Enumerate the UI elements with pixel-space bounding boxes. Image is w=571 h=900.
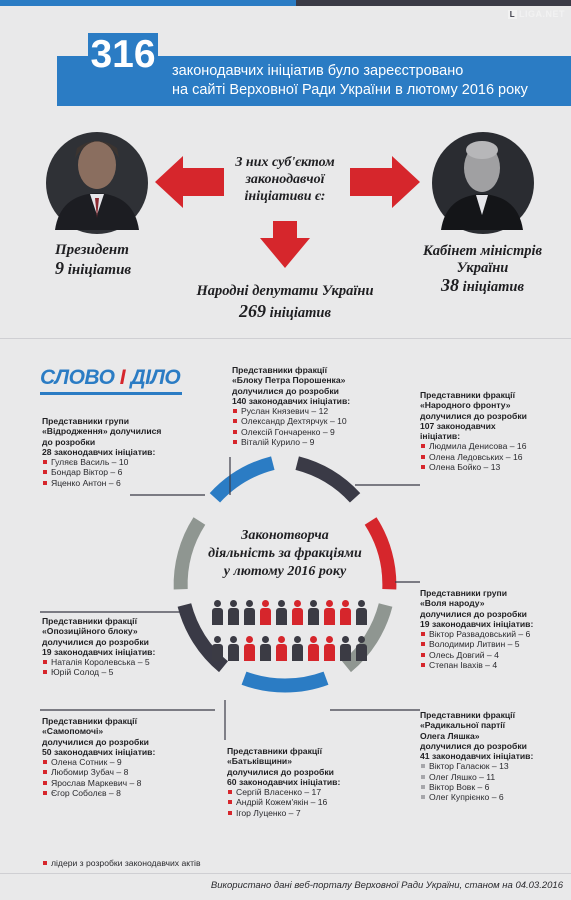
- ring-title-3: у лютому 2016 року: [223, 564, 347, 579]
- person-icon: [276, 636, 287, 661]
- faction-bpp: [232, 365, 382, 447]
- faction-member: Наталія Королевська – 5: [42, 657, 192, 667]
- faction-member: Віктор Вовк – 6: [420, 782, 565, 792]
- faction-member: Юрій Солод – 5: [42, 667, 192, 677]
- faction-member: Бондар Віктор – 6: [42, 467, 192, 477]
- faction-head: Представники фракції: [232, 365, 327, 375]
- faction-head: долучилися до розробки: [420, 410, 527, 421]
- faction-head: долучилися до розробки: [420, 608, 527, 619]
- faction-member: Володимир Литвин – 5: [420, 639, 565, 649]
- logo-word-1: СЛОВО: [40, 366, 115, 389]
- intro-line-3: ініціативи є:: [244, 189, 326, 204]
- faction-head: Представники фракції: [420, 390, 515, 400]
- person-icon: [340, 600, 351, 625]
- faction-head: «Опозиційного блоку»: [42, 626, 138, 637]
- faction-head: «Батьківщини»: [227, 756, 292, 767]
- faction-member: Ігор Луценко – 7: [227, 808, 377, 818]
- intro-line-1: З них суб'єктом: [235, 155, 335, 170]
- header-line-2: на сайті Верховної Ради України в лютому 2016 року: [172, 82, 528, 98]
- cabinet-title-2: України: [456, 260, 509, 276]
- person-icon: [308, 636, 319, 661]
- faction-vidrodzhennya: [42, 416, 192, 488]
- ring-segment-bpp: [215, 463, 273, 498]
- brand-logo: L LIGA.NET: [509, 9, 565, 19]
- person-icon: [260, 600, 271, 625]
- faction-head: долучилися до розробки: [232, 385, 339, 396]
- faction-member: Ярослав Маркевич – 8: [42, 778, 192, 788]
- faction-head: долучилися до розробки: [42, 736, 149, 747]
- faction-head: долучилися до розробки: [420, 740, 527, 751]
- person-icon: [212, 600, 223, 625]
- person-icon: [324, 636, 335, 661]
- person-icon: [244, 600, 255, 625]
- faction-member: Віктор Галасюк – 13: [420, 761, 565, 771]
- total-count: 316: [88, 33, 158, 77]
- person-icon: [228, 636, 239, 661]
- faction-head: Олега Ляшка»: [420, 730, 480, 741]
- faction-head: «Самопомочі»: [42, 726, 104, 737]
- faction-head: 41 законодавчих ініціатив:: [420, 751, 534, 762]
- president-count: 9: [55, 258, 64, 278]
- faction-batkivshchyna: [227, 746, 377, 818]
- person-icon: [356, 636, 367, 661]
- faction-head: Представники групи: [42, 416, 130, 426]
- faction-member: Олена Сотник – 9: [42, 757, 192, 767]
- faction-member: Гуляєв Василь – 10: [42, 457, 192, 467]
- person-icon: [244, 636, 255, 661]
- footer-source: Використано дані веб-порталу Верховної Ради України, станом на 04.03.2016: [210, 880, 563, 891]
- person-icon: [340, 636, 351, 661]
- person-icon: [324, 600, 335, 625]
- footer-divider: [0, 873, 571, 874]
- president-title: Президент: [55, 242, 129, 258]
- deputies-count: 269: [239, 301, 267, 321]
- faction-samopomich: [42, 716, 192, 798]
- faction-member: Олексій Гончаренко – 9: [232, 427, 382, 437]
- ring-title: [190, 527, 380, 581]
- faction-head: 19 законодавчих ініціатив:: [42, 646, 156, 657]
- faction-head: долучилися до розробки: [227, 766, 334, 777]
- faction-member: Олесь Довгий – 4: [420, 650, 565, 660]
- faction-head: 50 законодавчих ініціатив:: [42, 746, 156, 757]
- deputies-unit: ініціатив: [269, 305, 331, 321]
- cabinet-unit: ініціатив: [462, 279, 524, 295]
- faction-head: Представники фракції: [227, 746, 322, 756]
- faction-member: Віталій Курило – 9: [232, 437, 382, 447]
- faction-member: Єгор Соболєв – 8: [42, 788, 192, 798]
- faction-head: долучилися до розробки: [42, 636, 149, 647]
- faction-head: до розробки: [42, 436, 96, 447]
- faction-head: «Відродження» долучилися: [42, 426, 162, 437]
- faction-head: 19 законодавчих ініціатив:: [420, 618, 534, 629]
- person-icon: [356, 600, 367, 625]
- logo-word-2: ДІЛО: [130, 366, 181, 389]
- legend: [42, 858, 262, 868]
- person-icon: [260, 636, 271, 661]
- faction-head: «Воля народу»: [420, 598, 485, 609]
- person-icon: [308, 600, 319, 625]
- faction-head: Представники групи: [420, 588, 508, 598]
- ring-segment-batk: [244, 678, 326, 685]
- faction-head: Представники фракції: [42, 616, 137, 626]
- people-grid: [212, 600, 372, 665]
- faction-member: Людмила Денисова – 16: [420, 441, 560, 451]
- cabinet-title-1: Кабінет міністрів: [422, 243, 543, 259]
- header-line-1: законодавчих ініціатив було зареєстровано: [172, 63, 464, 79]
- faction-member: Олена Бойко – 13: [420, 462, 560, 472]
- intro-line-2: законодавчої: [245, 172, 325, 187]
- faction-head: 28 законодавчих ініціатив:: [42, 446, 156, 457]
- faction-head: Представники фракції: [420, 710, 515, 720]
- faction-head: «Блоку Петра Порошенка»: [232, 375, 346, 386]
- person-icon: [212, 636, 223, 661]
- faction-member: Олена Ледовських – 16: [420, 452, 560, 462]
- president-unit: ініціатив: [67, 262, 132, 278]
- legend-text: лідери з розробки законодавчих актів: [42, 858, 262, 868]
- faction-head: 107 законодавчих: [420, 420, 496, 431]
- faction-member: Любомир Зубач – 8: [42, 767, 192, 777]
- person-icon: [228, 600, 239, 625]
- person-icon: [292, 600, 303, 625]
- faction-member: Яценко Антон – 6: [42, 478, 192, 488]
- ring-title-1: Законотворча: [241, 528, 329, 543]
- faction-head: ініціатив:: [420, 431, 461, 442]
- faction-member: Степан Івахів – 4: [420, 660, 565, 670]
- person-icon: [292, 636, 303, 661]
- deputies-title: Народні депутати України: [196, 283, 374, 299]
- ring-segment-nf: [297, 463, 355, 498]
- faction-member: Олександр Дехтярчук – 10: [232, 416, 382, 426]
- logo-amp: І: [119, 366, 126, 389]
- ring-title-2: діяльність за фракціями: [208, 546, 362, 561]
- faction-head: «Радикальної партії: [420, 720, 506, 731]
- faction-head: Представники фракції: [42, 716, 137, 726]
- faction-volya: [420, 588, 565, 670]
- person-icon: [276, 600, 287, 625]
- faction-nf: [420, 390, 560, 472]
- faction-member: Олег Купрієнко – 6: [420, 792, 565, 802]
- faction-head: 60 законодавчих ініціатив:: [227, 776, 341, 787]
- faction-head: 140 законодавчих ініціатив:: [232, 395, 351, 406]
- cabinet-count: 38: [441, 275, 460, 295]
- faction-member: Андрій Кожем'якін – 16: [227, 797, 377, 807]
- faction-member: Сергій Власенко – 17: [227, 787, 377, 797]
- faction-member: Руслан Князевич – 12: [232, 406, 382, 416]
- faction-member: Олег Ляшко – 11: [420, 772, 565, 782]
- faction-opoblok: [42, 616, 192, 678]
- faction-radical: [420, 710, 565, 803]
- faction-head: «Народного фронту»: [420, 400, 511, 411]
- faction-member: Віктор Развадовський – 6: [420, 629, 565, 639]
